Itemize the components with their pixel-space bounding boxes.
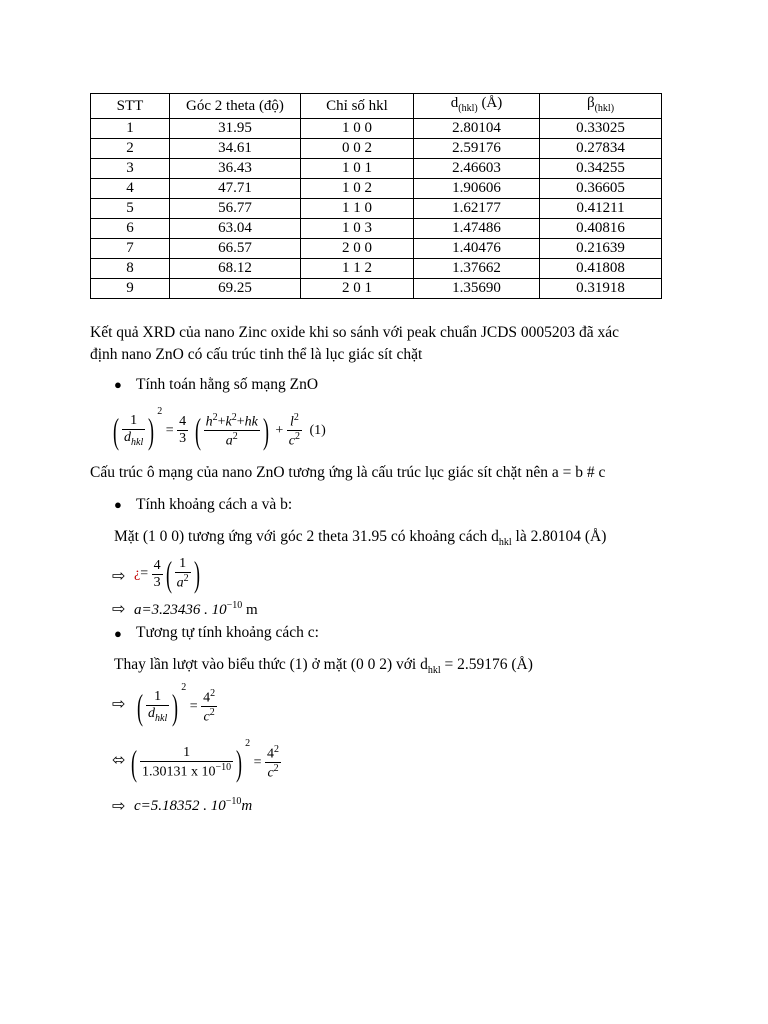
header-stt: STT [91,94,170,119]
cell-hkl: 0 0 2 [301,139,414,159]
cell-stt: 2 [91,139,170,159]
cell-2theta: 56.77 [170,199,301,219]
equation-c-step2: ( $\frac{1}{1.30131 x 10^{-10}}$ ) $^2$ = $\frac{4^2}{c^2}$ [131,738,280,783]
equation-c-result: c=5.18352 . $10^{-10}m$ [134,796,253,814]
bullet-icon: ● [114,377,122,392]
cell-hkl: 2 0 1 [301,279,414,299]
bullet-distance-c: Tương tự tính khoảng cách c: [136,624,319,641]
cell-beta: 0.27834 [540,139,662,159]
arrow-icon: ⇨ [112,796,126,815]
arrow-icon: ⇨ [112,566,126,585]
table-header-row [91,94,662,119]
header-2theta: Góc 2 theta (độ) [170,94,301,119]
xrd-table [90,93,662,299]
cell-stt: 1 [91,119,170,139]
table-body [91,119,662,299]
cell-stt: 9 [91,279,170,299]
cell-beta: 0.41211 [540,199,662,219]
cell-beta: 0.34255 [540,159,662,179]
cell-stt: 6 [91,219,170,239]
table-row [91,159,662,179]
table-row [91,239,662,259]
bullet-lattice-constant: Tính toán hằng số mạng ZnO [136,376,319,393]
bullet-distance-ab: Tính khoảng cách a và b: [136,496,293,513]
cell-2theta: 31.95 [170,119,301,139]
cell-hkl: 1 0 2 [301,179,414,199]
cell-beta: 0.41808 [540,259,662,279]
cell-hkl: 1 0 0 [301,119,414,139]
cell-hkl: 1 0 3 [301,219,414,239]
cell-beta: 0.33025 [540,119,662,139]
cell-hkl: 2 0 0 [301,239,414,259]
table-row [91,219,662,239]
arrow-icon: ⇨ [112,599,126,618]
paragraph-lattice-structure: Cấu trúc ô mạng của nano ZnO tương ứng là cấu trúc lục giác sít chặt nên a = b # c [90,464,606,481]
cell-2theta: 69.25 [170,279,301,299]
cell-stt: 4 [91,179,170,199]
cell-2theta: 63.04 [170,219,301,239]
paragraph-substitute: Thay lần lượt vào biểu thức (1) ở mặt (0 0 2) với $d_{hkl} = 2.59176$ (Å) [114,656,533,677]
header-dhkl: $d_{(hkl)}$ (Å) [414,94,540,119]
bullet-icon: ● [114,497,122,512]
cell-dhkl: 2.80104 [414,119,540,139]
double-arrow-icon: ⬄ [112,750,126,769]
table-row [91,279,662,299]
table-row [91,259,662,279]
table-row [91,179,662,199]
cell-2theta: 34.61 [170,139,301,159]
cell-dhkl: 1.90606 [414,179,540,199]
cell-stt: 3 [91,159,170,179]
cell-dhkl: 1.62177 [414,199,540,219]
cell-stt: 5 [91,199,170,219]
paragraph-plane-100: Mặt (1 0 0) tương ứng với góc 2 theta 31.95 có khoảng cách $d_{hkl}$ là 2.80104 (Å) [114,528,607,549]
cell-dhkl: 1.40476 [414,239,540,259]
equation-1-label: (1) [309,423,326,438]
equation-a-result: a=3.23436 . $10^{-10}$ m [134,600,258,618]
cell-2theta: 36.43 [170,159,301,179]
equation-c-step1: ( $\frac{1}{d_{hkl}}$ ) $^2$ = $\frac{4^2}{c^2}$ [137,682,216,727]
paragraph-xrd-result-line2: định nano ZnO có cấu trúc tinh thể là lục giác sít chặt [90,346,423,363]
table-row [91,199,662,219]
arrow-icon: ⇨ [112,694,126,713]
equation-1: ( $\frac{1}{d_{hkl}}$ ) $^2$ = $\frac{4}{3}$ ( $\frac{h^2+k^2+hk}{a^2}$ ) + $\frac{l^2}{c^2}$ (1) [113,406,326,451]
cell-hkl: 1 1 0 [301,199,414,219]
cell-stt: 8 [91,259,170,279]
cell-beta: 0.40816 [540,219,662,239]
equation-a-step: ¿= $\frac{4}{3}$ ( $\frac{1}{a^2}$ ) [134,554,200,594]
table-row [91,119,662,139]
cell-2theta: 47.71 [170,179,301,199]
cell-dhkl: 1.47486 [414,219,540,239]
cell-hkl: 1 1 2 [301,259,414,279]
cell-2theta: 68.12 [170,259,301,279]
paragraph-xrd-result-line1: Kết quả XRD của nano Zinc oxide khi so sánh với peak chuẩn JCDS 0005203 đã xác [90,324,620,341]
cell-dhkl: 2.59176 [414,139,540,159]
cell-beta: 0.21639 [540,239,662,259]
bullet-icon: ● [114,626,122,641]
cell-dhkl: 1.35690 [414,279,540,299]
header-beta: $\beta_{(hkl)}$ [540,94,662,119]
cell-dhkl: 2.46603 [414,159,540,179]
header-hkl: Chỉ số hkl [301,94,414,119]
cell-beta: 0.36605 [540,179,662,199]
cell-hkl: 1 0 1 [301,159,414,179]
cell-beta: 0.31918 [540,279,662,299]
cell-dhkl: 1.37662 [414,259,540,279]
cell-stt: 7 [91,239,170,259]
cell-2theta: 66.57 [170,239,301,259]
table-row [91,139,662,159]
